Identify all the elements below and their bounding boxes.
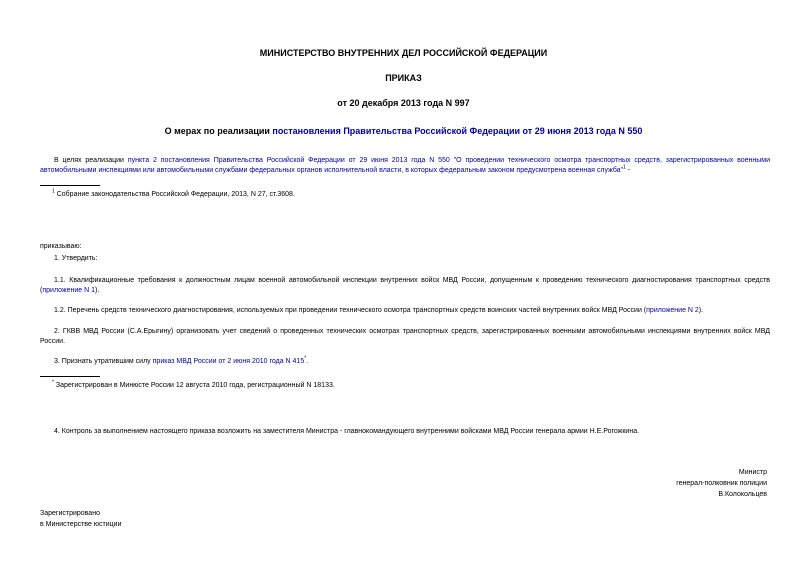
appendix-2-link[interactable]: приложение N 2 — [646, 307, 699, 314]
footnote-1-text: Собрание законодательства Российской Федерации, 2013, N 27, ст.3608. — [54, 191, 295, 198]
preamble — [40, 156, 770, 176]
item-1-1 — [40, 276, 770, 296]
signature-block — [676, 467, 767, 500]
footnote-2 — [52, 381, 335, 391]
order-heading: ПРИКАЗ — [385, 73, 422, 83]
footnote-2-text: Зарегистрирован в Минюсте России 12 августа 2010 года, регистрационный N 18133. — [53, 382, 335, 389]
footnote-divider — [40, 185, 100, 186]
registration-note — [40, 508, 121, 530]
item-1-1-text: 1.1. Квалификационные требования к должностным лицам военной автомобильной инспекции внутренних войск МВД России, допущенным к проведению технического диагностирования транспортных средств ( — [40, 277, 770, 294]
footnote-divider-2 — [40, 376, 100, 377]
signature-rank: генерал-полковник полиции — [676, 480, 767, 487]
footnote-2-marker: * — [52, 379, 54, 386]
preamble-prefix: В целях реализации — [54, 157, 128, 164]
signature-position: Министр — [738, 469, 767, 476]
footnote-1-marker: 1 — [52, 188, 55, 195]
order-date: от 20 декабря 2013 года N 997 — [337, 98, 470, 108]
ministry-heading: МИНИСТЕРСТВО ВНУТРЕННИХ ДЕЛ РОССИЙСКОЙ ФЕДЕРАЦИИ — [259, 48, 548, 58]
item-4: 4. Контроль за выполнением настоящего приказа возложить на заместителя Министра - главнокомандующего внутренними войсками МВД России генерала армии Н.Е.Рогожкина. — [54, 428, 640, 435]
item-3 — [54, 357, 308, 367]
signature-name: В.Колокольцев — [718, 491, 767, 498]
footnote-1 — [52, 190, 295, 200]
item-3-footnote-marker[interactable]: * — [304, 355, 307, 362]
repealed-order-link[interactable]: приказ МВД России от 2 июня 2010 года N 415 — [152, 358, 305, 365]
title-link[interactable]: постановления Правительства Российской Федерации от 29 июня 2013 года N 550 — [272, 126, 643, 136]
item-1-2-end: ). — [698, 307, 704, 314]
preamble-suffix: - — [625, 167, 631, 174]
item-1: 1. Утвердить: — [54, 255, 98, 262]
preamble-link[interactable]: пункта 2 постановления Правительства Российской Федерации от 29 июня 2013 года N 550 "О проведении технического осмотра транспортных средств, зарегистрированных военными автомобильными инспекциями или автомобильными службами федеральных органов исполнительной власти, в которых федеральным законом предусмотрена военная служба" — [40, 157, 770, 174]
item-1-2-text: 1.2. Перечень средств технического диагностирования, используемых при проведении технического осмотра транспортных средств воинских частей внутренних войск МВД России ( — [54, 307, 647, 314]
orders-label: приказываю: — [40, 243, 82, 250]
document-title — [0, 126, 807, 136]
item-3-text: 3. Признать утратившим силу — [54, 358, 153, 365]
appendix-1-link[interactable]: приложение N 1 — [42, 287, 95, 294]
item-1-2 — [40, 306, 770, 316]
registration-line-1: Зарегистрировано — [40, 510, 100, 517]
item-1-1-end: ). — [95, 287, 100, 294]
title-prefix: О мерах по реализации — [164, 126, 273, 136]
registration-line-2: в Министерстве юстиции — [40, 521, 122, 528]
item-2: 2. ГКВВ МВД России (С.А.Ерыгину) организовать учет сведений о проведенных технических осмотрах транспортных средств, зарегистрированных военными автомобильными инспекциями внутренних войск МВД России. — [40, 328, 770, 345]
item-3-end: . — [306, 358, 309, 365]
preamble-footnote-marker[interactable]: 1 — [623, 164, 626, 171]
